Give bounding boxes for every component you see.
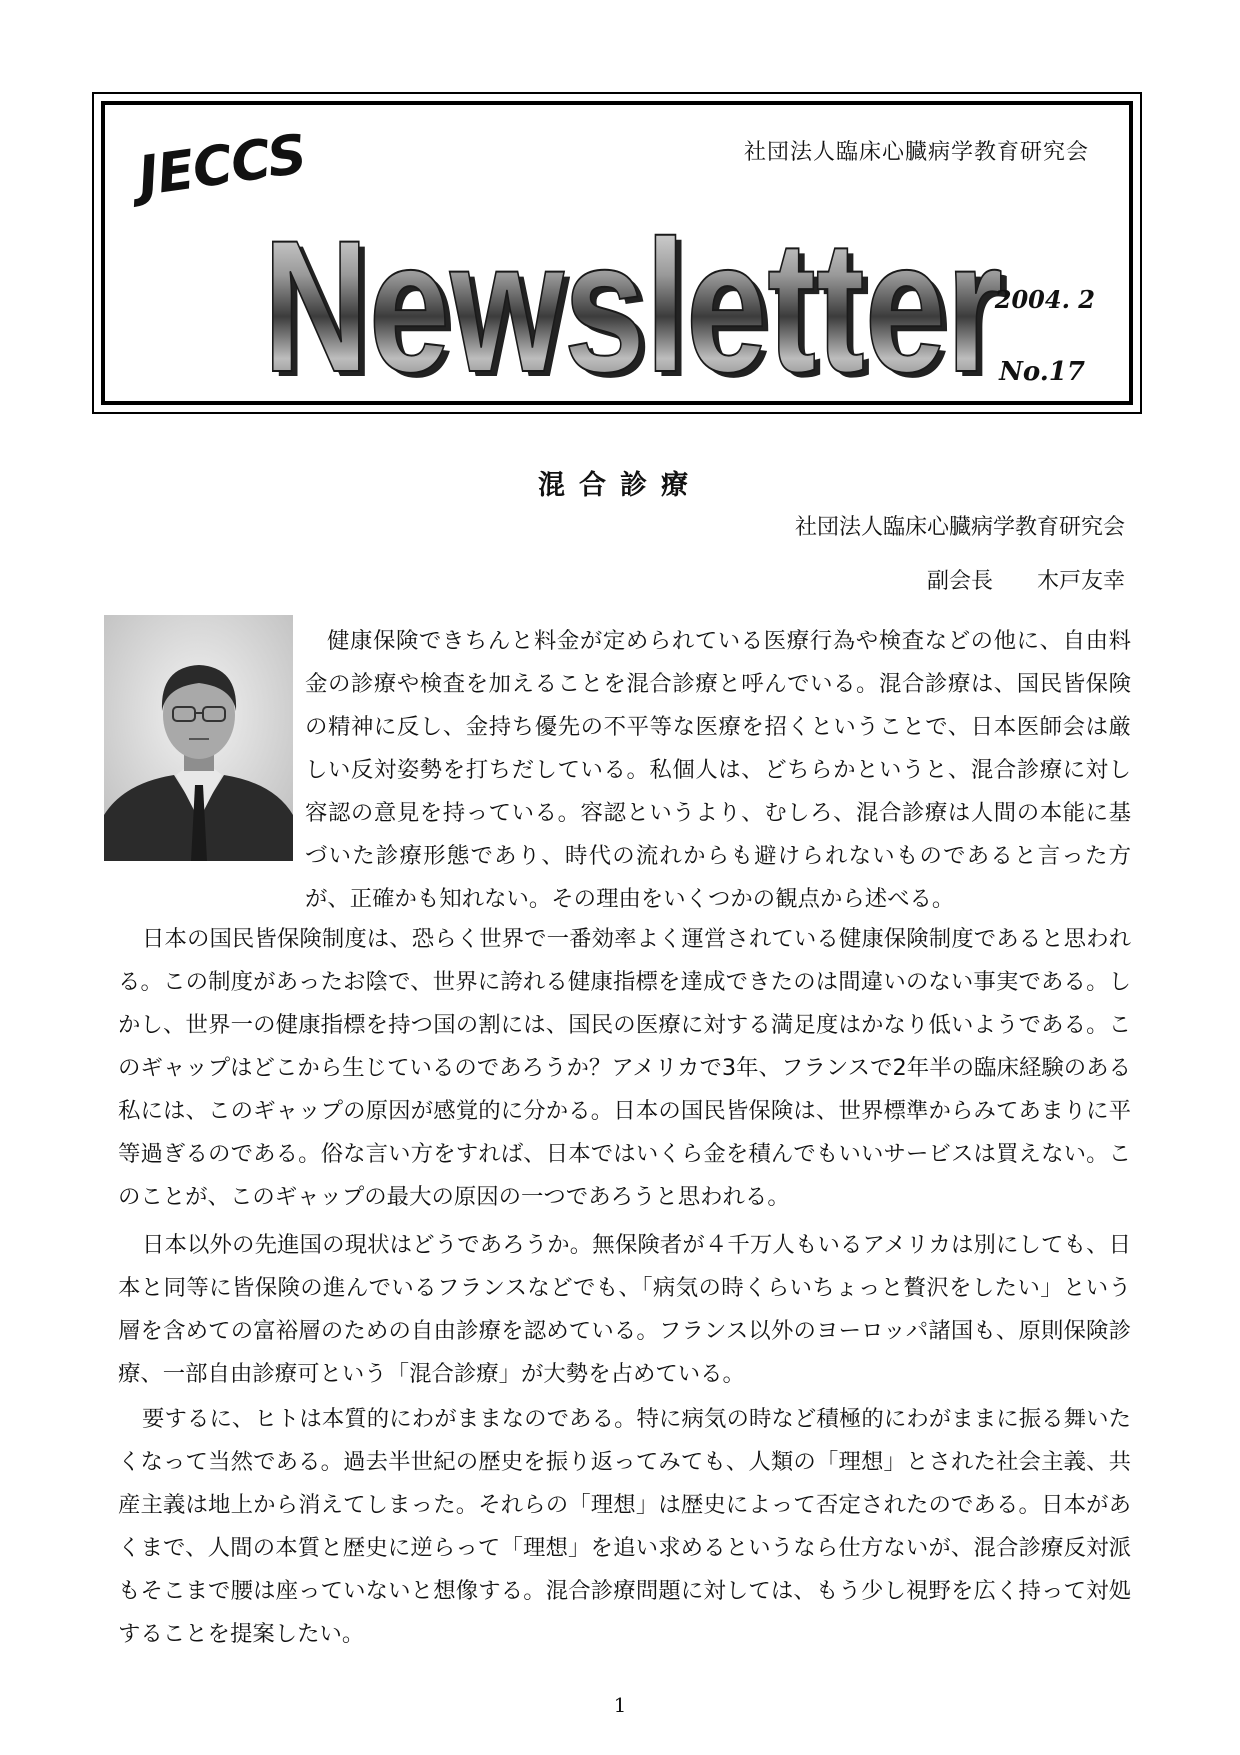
article-paragraph-3: 日本以外の先進国の現状はどうであろうか。無保険者が４千万人もいるアメリカは別にしても、日本と同等に皆保険の進んでいるフランスなどでも、「病気の時くらいちょっと贅沢をしたい」という層を含めての富裕層のための自由診療を認めている。フランス以外のヨーロッパ諸国も、原則保険診療、一部自由診療可という「混合診療」が大勢を占めている。 <box>118 1232 1131 1387</box>
issue-date: 2004. 2 <box>994 285 1095 314</box>
author-organization: 社団法人臨床心臓病学教育研究会 <box>794 515 1125 540</box>
masthead-box <box>92 92 1142 414</box>
page-number: 1 <box>613 1693 627 1717</box>
article-title: 混合診療 <box>538 470 702 501</box>
newsletter-logo-text: Newsletter <box>263 221 1003 391</box>
newsletter-logo <box>255 221 1025 395</box>
article-paragraph-2: 日本の国民皆保険制度は、恐らく世界で一番効率よく運営されている健康保険制度であると思われる。この制度があったお陰で、世界に誇れる健康指標を達成できたのは間違いのない事実である。しかし、世界一の健康指標を持つ国の割には、国民の医療に対する満足度はかなり低いようである。このギャップはどこから生じているのであろうか？アメリカで3年、フランスで2年半の臨床経験のある私には、このギャップの原因が感覚的に分かる。日本の国民皆保険は、世界標準からみてあまりに平等過ぎるのである。俗な言い方をすれば、日本ではいくら金を積んでもいいサービスは買えない。このことが、このギャップの最大の原因の一つであろうと思われる。 <box>118 926 1131 1210</box>
article-paragraph-1: 健康保険できちんと料金が定められている医療行為や検査などの他に、自由料金の診療や検査を加えることを混合診療と呼んでいる。混合診療は、国民皆保険の精神に反し、金持ち優先の不平等な医療を招くということで、日本医師会は厳しい反対姿勢を打ちだしている。私個人は、どちらかというと、混合診療に対し容認の意見を持っている。容認というより、むしろ、混合診療は人間の本能に基づいた診療形態であり、時代の流れからも避けられないものであると言った方が、正確かも知れない。その理由をいくつかの観点から述べる。 <box>305 628 1131 912</box>
author-portrait-image <box>104 615 293 861</box>
article-paragraph-4: 要するに、ヒトは本質的にわがままなのである。特に病気の時など積極的にわがままに振る舞いたくなって当然である。過去半世紀の歴史を振り返ってみても、人類の「理想」とされた社会主義、共産主義は地上から消えてしまった。それらの「理想」は歴史によって否定されたのである。日本があくまで、人間の本質と歴史に逆らって「理想」を追い求めるというなら仕方ないが、混合診療反対派もそこまで腰は座っていないと想像する。混合診療問題に対しては、もう少し視野を広く持って対処することを提案したい。 <box>118 1406 1131 1647</box>
author-portrait <box>104 615 293 861</box>
newsletter-logo-graphic <box>255 221 1025 391</box>
masthead-inner-frame <box>101 101 1133 405</box>
newsletter-logo-shadow: Newsletter <box>269 221 1009 391</box>
masthead-org-name: 社団法人臨床心臓病学教育研究会 <box>743 140 1089 165</box>
issue-number: No.17 <box>999 357 1085 387</box>
author-name: 副会長 木戸友幸 <box>926 569 1125 594</box>
jeccs-logo: JECCS <box>134 122 310 208</box>
